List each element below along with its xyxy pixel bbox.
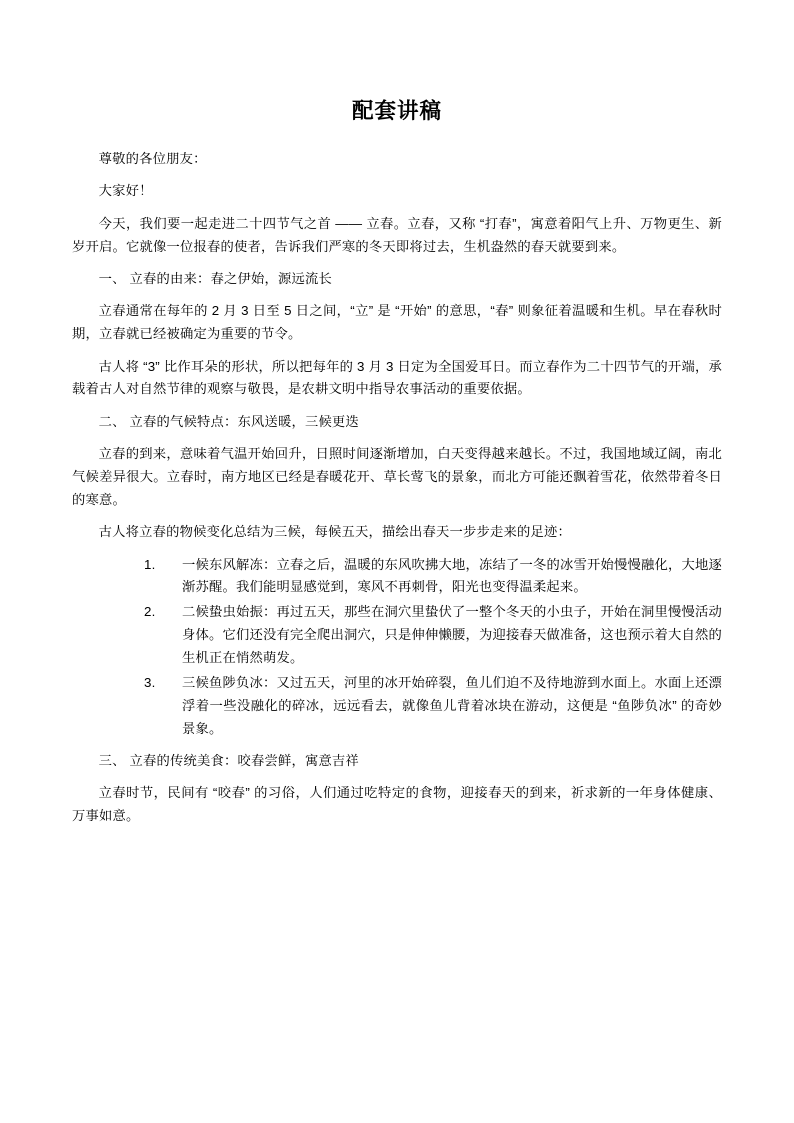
list-item: 一候东风解冻：立春之后，温暖的东风吹拂大地，冻结了一冬的冰雪开始慢慢融化，大地逐渐苏醒。我们能明显感觉到，寒风不再刺骨，阳光也变得温柔起来。 [182, 556, 722, 595]
paragraph-greeting: 大家好！ [98, 183, 153, 199]
list-item: 三候鱼陟负冰：又过五天，河里的冰开始碎裂，鱼儿们迫不及待地游到水面上。水面上还漂浮着一些没融化的碎冰，远远看去，就像鱼儿背着冰块在游动，这便是 “鱼陟负冰” 的奇妙景象。 [182, 674, 722, 736]
paragraph-climate-2: 古人将立春的物候变化总结为三候，每候五天，描绘出春天一步步走来的足迹： [98, 524, 571, 540]
list-item: 二候蛰虫始振：再过五天，那些在洞穴里蛰伏了一整个冬天的小虫子，开始在洞里慢慢活动身体。它们还没有完全爬出洞穴，只是伸伸懒腰，为迎接春天做准备，这也预示着大自然的生机正在悄然萌发。 [182, 604, 722, 666]
paragraph-salutation: 尊敬的各位朋友： [98, 151, 207, 167]
paragraph-food-1: 立春时节，民间有 “咬春” 的习俗，人们通过吃特定的食物，迎接春天的到来，祈求新的一年身体健康、万事如意。 [72, 785, 722, 824]
paragraph-origin-2: 古人将 “3” 比作耳朵的形状，所以把每年的 3 月 3 日定为全国爱耳日。而立春作为二十四节气的开端，承载着古人对自然节律的观察与敬畏，是农耕文明中指导农事活动的重要依据。 [72, 358, 722, 397]
paragraph-opening: 今天，我们要一起走进二十四节气之首 —— 立春。立春，又称 “打春”，寓意着阳气上升、万物更生、新岁开启。它就像一位报春的使者，告诉我们严寒的冬天即将过去，生机盎然的春天就要到来。 [72, 215, 722, 254]
section-heading-2: 二、 立春的气候特点：东风送暖，三候更迭 [98, 413, 359, 429]
paragraph-origin-1: 立春通常在每年的 2 月 3 日至 5 日之间，“立” 是 “开始” 的意思，“春” 则象征着温暖和生机。早在春秋时期，立春就已经被确定为重要的节令。 [72, 303, 722, 342]
numbered-list-three-pentads [72, 554, 722, 741]
section-heading-1: 一、 立春的由来：春之伊始，源远流长 [98, 271, 332, 287]
paragraph-climate-1: 立春的到来，意味着气温开始回升，日照时间逐渐增加，白天变得越来越长。不过，我国地域辽阔，南北气候差异很大。立春时，南方地区已经是春暖花开、草长莺飞的景象，而北方可能还飘着雪花，依然带着冬日的寒意。 [72, 446, 722, 507]
section-heading-3: 三、 立春的传统美食：咬春尝鲜，寓意吉祥 [98, 753, 359, 768]
page-title: 配套讲稿 [351, 99, 442, 123]
